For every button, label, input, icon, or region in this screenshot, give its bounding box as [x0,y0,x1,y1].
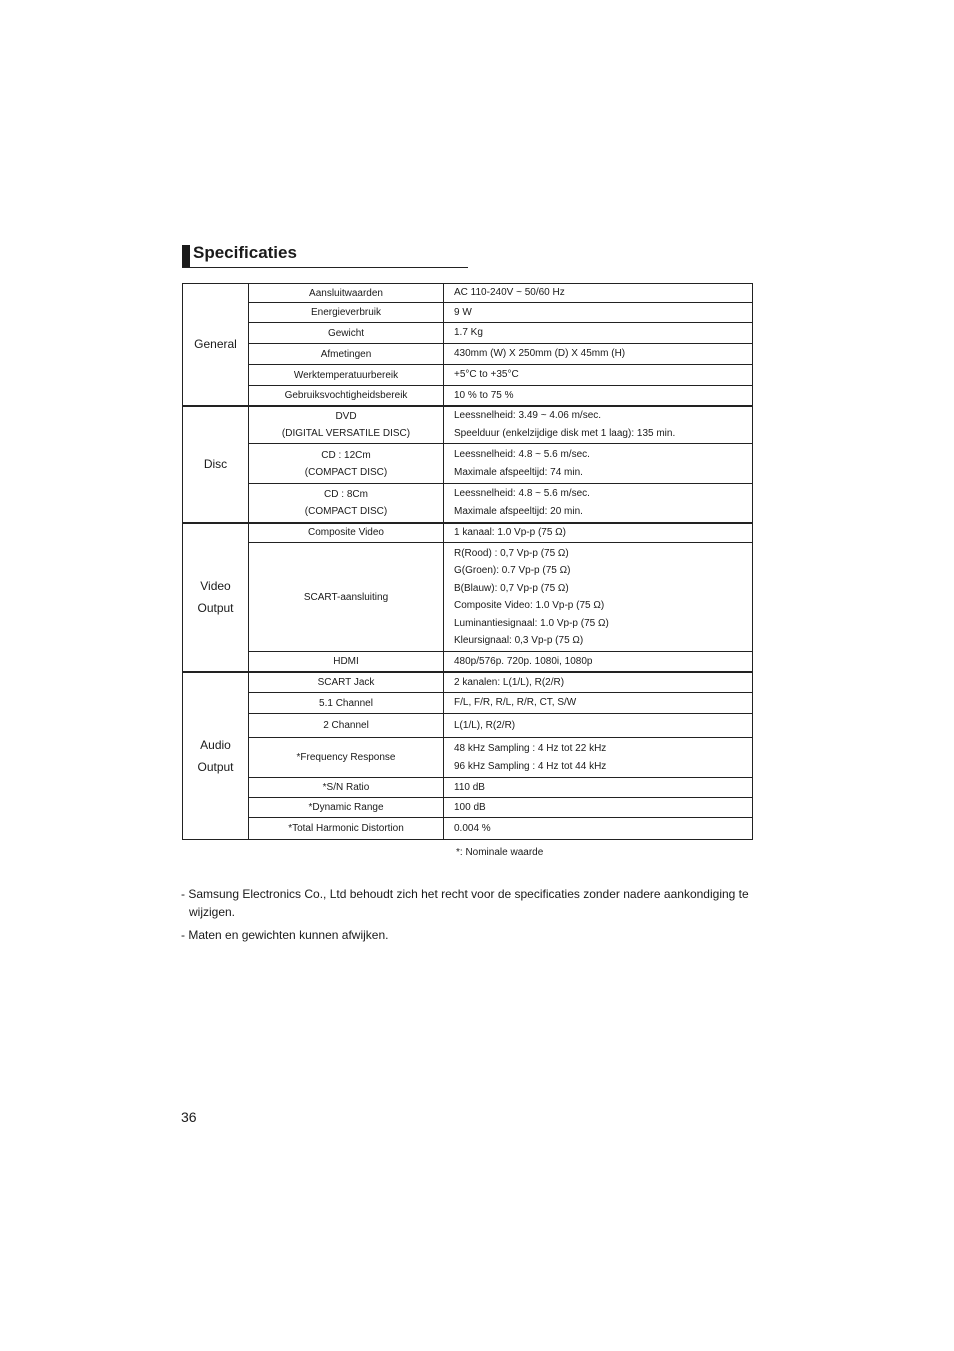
spec-label: Composite Video [249,523,444,543]
page-number: 36 [181,1109,197,1125]
spec-value: 430mm (W) X 250mm (D) X 45mm (H) [444,344,753,365]
spec-label: HDMI [249,652,444,672]
disc-type-full: (COMPACT DISC) [304,466,388,478]
read-speed: Leessnelheid: 3.49 ~ 4.06 m/sec. [454,410,602,422]
spec-label: Gebruiksvochtigheidsbereik [249,386,444,406]
spec-value [444,543,753,652]
title-marker [182,245,190,267]
category-label: Output [197,601,234,615]
spec-value: 100 dB [444,798,753,818]
spec-value: +5°C to +35°C [444,365,753,386]
spec-label: *Dynamic Range [249,798,444,818]
scart-signal: G(Groen): 0.7 Vp-p (75 Ω) [454,565,571,576]
footnote: *: Nominale waarde [456,847,544,858]
spec-value: 2 kanalen: L(1/L), R(2/R) [444,672,753,693]
section-header [182,243,468,268]
spec-value [444,484,753,523]
disc-type: CD : 8Cm [324,488,368,500]
spec-value: L(1/L), R(2/R) [444,714,753,738]
category-video-output [183,523,249,672]
spec-label: *Total Harmonic Distortion [249,818,444,840]
spec-value: 1.7 Kg [444,323,753,344]
sampling-range: 48 kHz Sampling : 4 Hz tot 22 kHz [454,743,607,754]
spec-label: Aansluitwaarden [249,284,444,303]
spec-label: Energieverbruik [249,303,444,323]
spec-label: Afmetingen [249,344,444,365]
category-general: General [183,284,249,406]
spec-value: F/L, F/R, R/L, R/R, CT, S/W [444,693,753,714]
spec-label: SCART-aansluiting [249,543,444,652]
spec-value: 0.004 % [444,818,753,840]
spec-value [444,738,753,778]
category-label: Video [200,579,231,593]
spec-value [444,406,753,444]
scart-signal: Luminantiesignaal: 1.0 Vp-p (75 Ω) [454,617,609,629]
read-speed: Leessnelheid: 4.8 ~ 5.6 m/sec. [454,488,590,500]
play-time: Speelduur (enkelzijdige disk met 1 laag): 135 min. [454,427,676,439]
scart-signal: Composite Video: 1.0 Vp-p (75 Ω) [454,600,605,611]
spec-value: 10 % to 75 % [444,386,753,406]
category-label: Audio [200,737,231,752]
spec-label: Werktemperatuurbereik [249,365,444,386]
disc-type: CD : 12Cm [321,449,371,461]
specifications-table [182,283,753,840]
notes [181,885,761,949]
scart-signal: B(Blauw): 0,7 Vp-p (75 Ω) [454,582,569,594]
spec-value: 110 dB [444,778,753,798]
spec-value: AC 110-240V ~ 50/60 Hz [444,284,753,303]
category-audio-output [183,672,249,840]
play-time: Maximale afspeeltijd: 74 min. [454,466,583,478]
play-time: Maximale afspeeltijd: 20 min. [454,505,583,517]
spec-label: 2 Channel [249,714,444,738]
spec-label [249,444,444,484]
spec-label: 5.1 Channel [249,693,444,714]
disc-type: DVD [335,410,357,422]
spec-value [444,444,753,484]
spec-label: SCART Jack [249,672,444,693]
spec-label [249,406,444,444]
page-title: Specificaties [193,243,297,262]
category-disc: Disc [183,406,249,523]
spec-value: 480p/576p. 720p. 1080i, 1080p [444,652,753,672]
note-item: - Samsung Electronics Co., Ltd behoudt zich het recht voor de specificaties zonder nadere aankondiging te wijzigen. [181,887,749,919]
spec-label: Gewicht [249,323,444,344]
spec-value: 1 kanaal: 1.0 Vp-p (75 Ω) [444,523,753,543]
spec-label: *S/N Ratio [249,778,444,798]
scart-signal: Kleursignaal: 0,3 Vp-p (75 Ω) [454,635,584,646]
read-speed: Leessnelheid: 4.8 ~ 5.6 m/sec. [454,449,590,460]
scart-signal: R(Rood) : 0,7 Vp-p (75 Ω) [454,547,569,559]
sampling-range: 96 kHz Sampling : 4 Hz tot 44 kHz [454,760,607,772]
note-item: - Maten en gewichten kunnen afwijken. [181,928,389,942]
category-label: Output [197,759,234,774]
disc-type-full: (COMPACT DISC) [304,505,388,517]
spec-label [249,484,444,523]
spec-value: 9 W [444,303,753,323]
spec-label: *Frequency Response [249,738,444,778]
disc-type-full: (DIGITAL VERSATILE DISC) [281,427,411,439]
